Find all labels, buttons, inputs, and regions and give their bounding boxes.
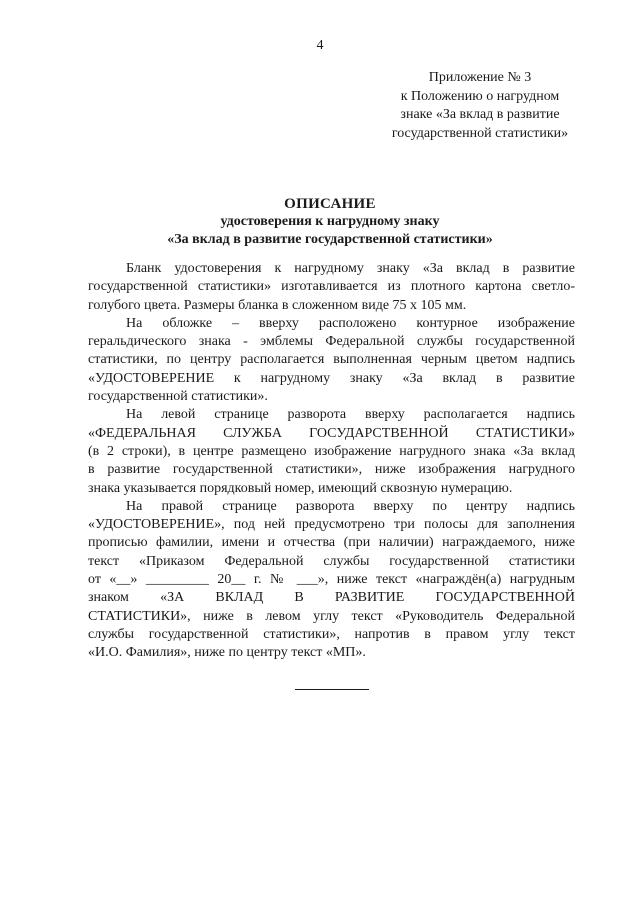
paragraph-line: «ФЕДЕРАЛЬНАЯ СЛУЖБА ГОСУДАРСТВЕННОЙ СТАТИСТИКИ» [88,425,575,441]
paragraph-line: знака указывается порядковый номер, имеющий сквозную нумерацию. [88,480,513,496]
paragraph-line: знаком «ЗА ВКЛАД В РАЗВИТИЕ ГОСУДАРСТВЕННОЙ [88,590,575,606]
paragraph-line: (в 2 строки), в центре размещено изображение нагрудного знака «За вклад [88,443,575,459]
paragraph-line: На обложке – вверху расположено контурное изображение [126,315,575,331]
paragraph-line: государственной статистики». [88,389,268,405]
paragraph-line: в развитие государственной статистики», ниже изображения нагрудного [88,462,575,478]
document-title: ОПИСАНИЕ [284,196,376,212]
appendix-line: государственной статистики» [391,125,569,141]
paragraph-line: Бланк удостоверения к нагрудному знаку «За вклад в развитие [126,261,575,276]
paragraph-line: геральдического знака - эмблемы Федеральной службы государственной [88,334,575,350]
paragraph-line: голубого цвета. Размеры бланка в сложенном виде 75 х 105 мм. [88,297,467,313]
paragraph-line: «УДОСТОВЕРЕНИЕ», под ней предусмотрено три полосы для заполнения [88,517,575,533]
document-subtitle: «За вклад в развитие государственной статистики» [167,232,493,247]
paragraph-line: «И.О. Фамилия», ниже по центру текст «МП». [88,645,366,661]
paragraph-line: На левой странице разворота вверху располагается надпись [126,407,575,423]
appendix-block [360,69,600,143]
paragraph-line: статистики, по центру располагается выполненная черным цветом надпись [88,352,575,368]
paragraph-line: «УДОСТОВЕРЕНИЕ к нагрудному знаку «За вклад в развитие [88,370,575,386]
paragraph-line: текст «Приказом Федеральной службы государственной статистики [88,553,575,569]
document-heading [80,195,580,249]
page-number: 4 [316,38,324,53]
paragraph-line: прописью фамилии, имени и отчества (при наличии) награждаемого, ниже [88,535,575,551]
end-divider [295,689,369,690]
paragraph-line: от «__» _________ 20__ г. № ___», ниже текст «награждён(а) нагрудным [88,572,575,588]
paragraph-line: На правой странице разворота вверху по центру надпись [126,498,575,514]
appendix-line: к Положению о нагрудном [400,88,560,104]
paragraph-line: СТАТИСТИКИ», ниже в левом углу текст «Руководитель Федеральной [88,608,575,624]
document-body [88,260,575,663]
appendix-line: знаке «За вклад в развитие [400,107,560,122]
paragraph-line: службы государственной статистики», напротив в правом углу текст [88,626,575,642]
paragraph-line: государственной статистики» изготавливается из плотного картона светло- [88,279,575,295]
document-subtitle: удостоверения к нагрудному знаку [220,214,440,229]
appendix-line: Приложение № 3 [428,70,532,85]
